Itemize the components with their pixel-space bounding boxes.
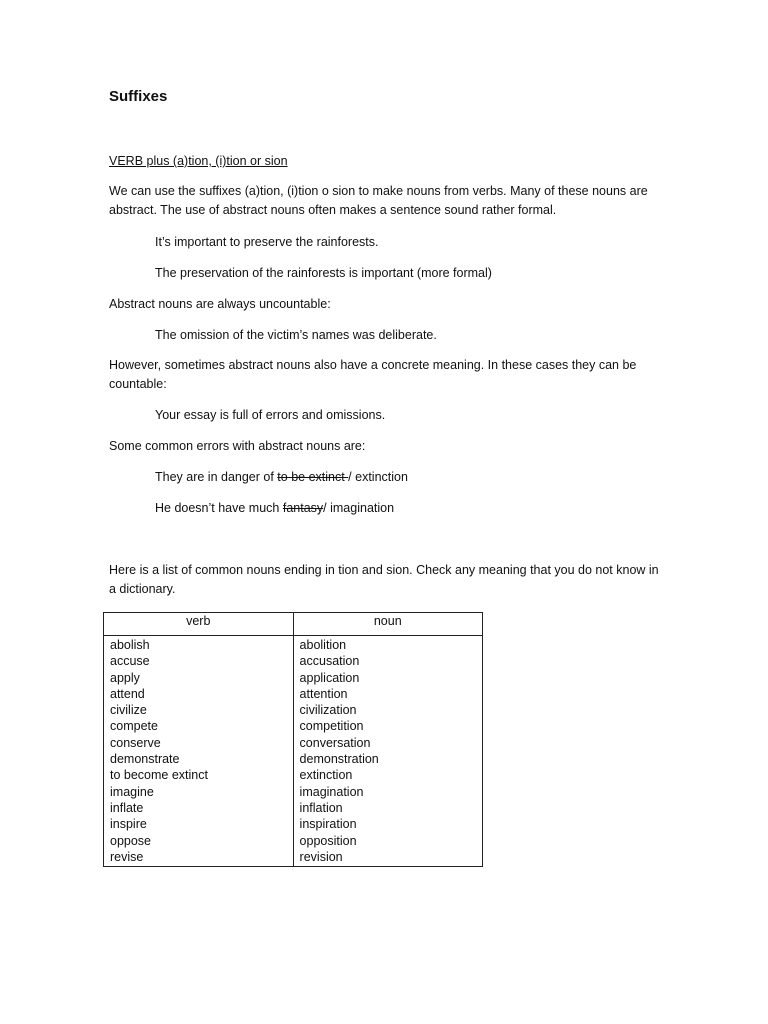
example-sentence-1: It’s important to preserve the rainforests. <box>155 235 379 249</box>
verb-item: civilize <box>110 703 147 718</box>
page-title: Suffixes <box>109 88 168 105</box>
verb-item: accuse <box>110 654 150 669</box>
noun-item: competition <box>299 719 364 734</box>
noun-item: attention <box>299 686 348 701</box>
verb-column-header: verb <box>104 613 294 636</box>
intro-paragraph: We can use the suffixes (a)tion, (i)tion o sion to make nouns from verbs. Many of these nouns are abstract. The use of abstract nouns often makes a sentence sound rather formal. <box>109 184 648 217</box>
error-example-1-after: / extinction <box>348 470 408 484</box>
error-example-1 <box>155 468 675 487</box>
example-sentence-2: The preservation of the rainforests is important (more formal) <box>155 266 492 280</box>
error-example-2-struck: fantasy <box>282 501 324 515</box>
noun-item: extinction <box>299 768 353 783</box>
verb-item: apply <box>110 670 140 685</box>
noun-item: demonstration <box>299 752 379 767</box>
uncountable-note: Abstract nouns are always uncountable: <box>109 297 331 311</box>
verb-item: demonstrate <box>110 752 180 767</box>
error-example-2-before: He doesn’t have much <box>155 501 283 515</box>
noun-item: revision <box>299 849 343 864</box>
error-example-1-struck: to be extinct <box>277 470 349 484</box>
verb-item: revise <box>110 849 144 864</box>
noun-item: civilization <box>299 703 357 718</box>
noun-item: imagination <box>299 784 364 799</box>
verb-noun-table <box>103 612 483 867</box>
noun-item: application <box>299 670 360 685</box>
noun-item: abolition <box>299 638 347 652</box>
error-example-2 <box>155 499 675 518</box>
concrete-meaning-note: However, sometimes abstract nouns also have a concrete meaning. In these cases they can be countable: <box>109 358 637 391</box>
verb-item: compete <box>110 719 158 734</box>
verb-item: inflate <box>110 800 144 815</box>
verb-item: abolish <box>110 638 150 652</box>
verb-item: oppose <box>110 833 152 848</box>
noun-item: opposition <box>299 833 357 848</box>
verb-item: attend <box>110 686 145 701</box>
error-example-1-before: They are in danger of <box>155 470 278 484</box>
noun-item: conversation <box>299 735 371 750</box>
verb-list-cell <box>104 636 294 867</box>
verb-item: inspire <box>110 817 147 832</box>
common-errors-note: Some common errors with abstract nouns are: <box>109 439 366 453</box>
noun-item: inflation <box>299 800 343 815</box>
error-example-2-after: / imagination <box>323 501 395 515</box>
table-row <box>104 636 483 867</box>
example-sentence-4: Your essay is full of errors and omissions. <box>155 408 386 422</box>
noun-column-header: noun <box>293 613 482 636</box>
table-header-row <box>104 613 483 636</box>
noun-item: inspiration <box>299 817 357 832</box>
noun-item: accusation <box>299 654 360 669</box>
verb-item: to become extinct <box>110 768 208 783</box>
verb-item: conserve <box>110 735 161 750</box>
noun-list-cell <box>293 636 482 867</box>
example-sentence-3: The omission of the victim’s names was deliberate. <box>155 328 437 342</box>
section-heading: VERB plus (a)tion, (i)tion or sion <box>109 154 288 168</box>
verb-item: imagine <box>110 784 154 799</box>
list-intro-paragraph: Here is a list of common nouns ending in tion and sion. Check any meaning that you do not know in a dictionary. <box>109 563 659 596</box>
